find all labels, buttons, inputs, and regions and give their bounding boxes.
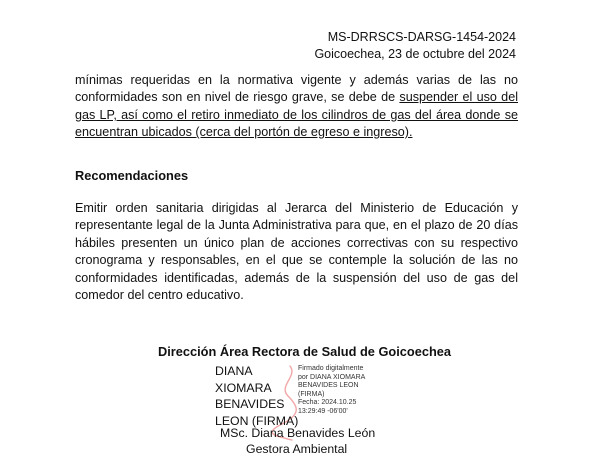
directorate-title: Dirección Área Rectora de Salud de Goicoechea — [158, 344, 452, 359]
document-reference: MS-DRRSCS-DARSG-1454-2024 — [327, 30, 516, 44]
digital-signature-details — [298, 365, 365, 417]
paragraph-conclusion-underlined: suspender el uso del gas LP, así como el retiro inmediato de los cilindros de gas del área donde se encuentran ubicados (cerca del portón de egreso e ingreso). — [75, 90, 518, 140]
document-date: Goicoechea, 23 de octubre del 2024 — [314, 47, 516, 61]
signature-detail-line: 13:29:49 -06'00' — [298, 407, 348, 415]
digital-signature-name — [215, 363, 298, 429]
signature-name-line: DIANA — [215, 364, 253, 378]
paragraph-conclusion — [75, 72, 518, 142]
signer-position: Gestora Ambiental — [246, 442, 348, 456]
signature-detail-line: Firmado digitalmente — [298, 365, 364, 372]
signature-name-line: XIOMARA — [215, 380, 272, 395]
signature-detail-line: (FIRMA) — [298, 390, 325, 398]
signature-name-line: BENAVIDES — [215, 397, 285, 412]
signature-detail-line: por DIANA XIOMARA — [298, 373, 366, 381]
signature-detail-line: Fecha: 2024.10.25 — [298, 399, 357, 407]
signer-name: MSc. Diana Benavides León — [220, 426, 376, 440]
signature-name-line: LEON (FIRMA) — [215, 413, 299, 428]
paragraph-recommendations: Emitir orden sanitaria dirigidas al Jerarca del Ministerio de Educación y representante legal de la Junta Administrativa para que, en el plazo de 20 días hábiles presenten un único plan de acciones correctivas con su respectivo cronograma y responsables, en el que se contemple la solución de las no conformidades identificadas, además de la suspensión del uso de gas del comedor del centro educativo. — [75, 201, 518, 303]
signature-detail-line: BENAVIDES LEON — [298, 382, 359, 390]
section-title-recommendations: Recomendaciones — [75, 168, 189, 183]
paragraph-conclusion-text: mínimas requeridas en la normativa vigente y además varias de las no conformidades son en nivel de riesgo grave, se debe de — [75, 73, 518, 105]
